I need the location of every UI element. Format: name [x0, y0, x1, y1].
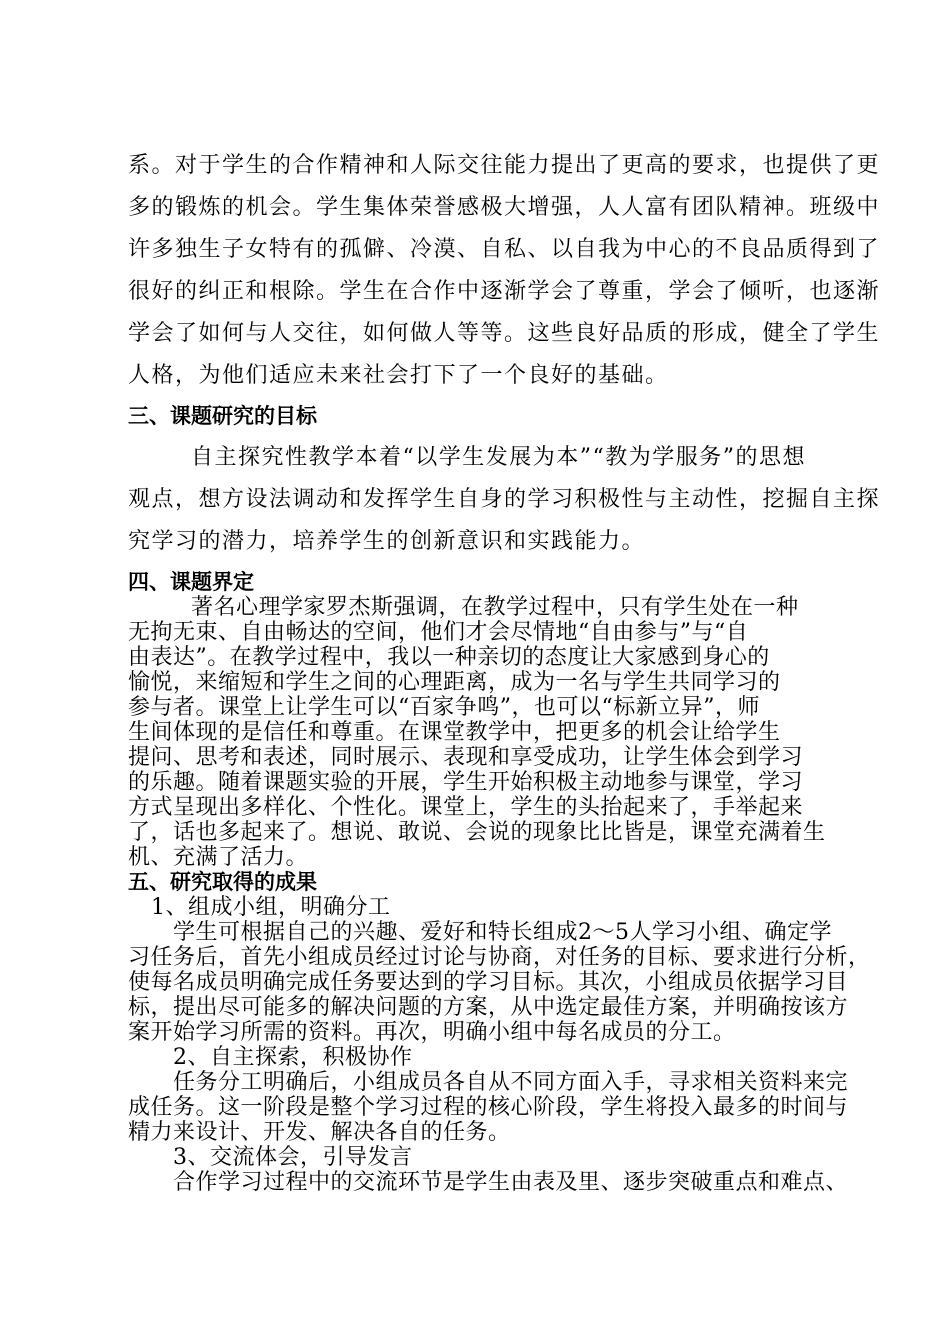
paragraph-line: 系。对于学生的合作精神和人际交往能力提出了更高的要求，也提供了更: [128, 153, 881, 178]
paragraph-line: 究学习的潜力，培养学生的创新意识和实践能力。: [128, 529, 646, 554]
subsection-title: 3、交流体会，引导发言: [173, 1145, 413, 1170]
paragraph-line: 使每名成员明确完成任务要达到的学习目标。其次，小组成员依据学习目: [128, 970, 849, 995]
section-heading: 四、课题界定: [128, 570, 254, 594]
paragraph-line: 无拘无束、自由畅达的空间，他们才会尽情地“自由参与”与“自: [128, 620, 749, 645]
paragraph-line: 案开始学习所需的资料。再次，明确小组中每名成员的分工。: [128, 1020, 736, 1045]
paragraph-line: 了，话也多起来了。想说、敢说、会说的现象比比皆是，课堂充满着生: [128, 820, 826, 845]
paragraph-line: 合作学习过程中的交流环节是学生由表及里、逐步突破重点和难点、: [173, 1170, 849, 1195]
paragraph-line: 由表达”。在教学过程中，我以一种亲切的态度让大家感到身心的: [128, 645, 770, 670]
paragraph-line: 愉悦，来缩短和学生之间的心理距离，成为一名与学生共同学习的: [128, 670, 781, 695]
paragraph-line: 生间体现的是信任和尊重。在课堂教学中，把更多的机会让给学生: [128, 720, 781, 745]
paragraph-line: 成任务。这一阶段是整个学习过程的核心阶段，学生将投入最多的时间与: [128, 1095, 849, 1120]
paragraph-line: 很好的纠正和根除。学生在合作中逐渐学会了尊重，学会了倾听，也逐渐: [128, 279, 881, 304]
paragraph-line: 许多独生子女特有的孤僻、冷漠、自私、以自我为中心的不良品质得到了: [128, 237, 881, 262]
paragraph-line: 习任务后，首先小组成员经过讨论与协商，对任务的目标、要求进行分析，: [128, 945, 871, 970]
subsection-title: 1、组成小组，明确分工: [151, 895, 391, 920]
paragraph-line: 精力来设计、开发、解决各自的任务。: [128, 1120, 511, 1145]
paragraph-line: 学会了如何与人交往，如何做人等等。这些良好品质的形成，健全了学生: [128, 321, 881, 346]
paragraph-line: 机、充满了活力。: [128, 845, 309, 870]
subsection-title: 2、自主探索，积极协作: [173, 1045, 413, 1070]
paragraph-line: 提问、思考和表述，同时展示、表现和享受成功，让学生体会到学习: [128, 745, 804, 770]
paragraph-line: 参与者。课堂上让学生可以“百家争鸣”，也可以“标新立异”，师: [128, 695, 760, 720]
paragraph-line: 任务分工明确后，小组成员各自从不同方面入手，寻求相关资料来完: [173, 1070, 849, 1095]
section-heading: 三、课题研究的目标: [128, 404, 317, 428]
paragraph-line: 的乐趣。随着课题实验的开展，学生开始积极主动地参与课堂，学习: [128, 770, 804, 795]
paragraph-line: 自主探究性教学本着“以学生发展为本”“教为学服务”的思想: [191, 445, 806, 470]
paragraph-line: 标，提出尽可能多的解决问题的方案，从中选定最佳方案，并明确按该方: [128, 995, 849, 1020]
paragraph-line: 多的锻炼的机会。学生集体荣誉感极大增强，人人富有团队精神。班级中: [128, 195, 881, 220]
section-heading: 五、研究取得的成果: [128, 870, 317, 894]
paragraph-line: 著名心理学家罗杰斯强调，在教学过程中，只有学生处在一种: [191, 595, 799, 620]
paragraph-line: 人格，为他们适应未来社会打下了一个良好的基础。: [128, 363, 669, 388]
paragraph-line: 观点，想方设法调动和发挥学生自身的学习积极性与主动性，挖掘自主探: [128, 487, 881, 512]
paragraph-line: 方式呈现出多样化、个性化。课堂上，学生的头抬起来了，手举起来: [128, 795, 804, 820]
paragraph-line: 学生可根据自己的兴趣、爱好和特长组成2～5人学习小组、确定学: [173, 920, 832, 945]
